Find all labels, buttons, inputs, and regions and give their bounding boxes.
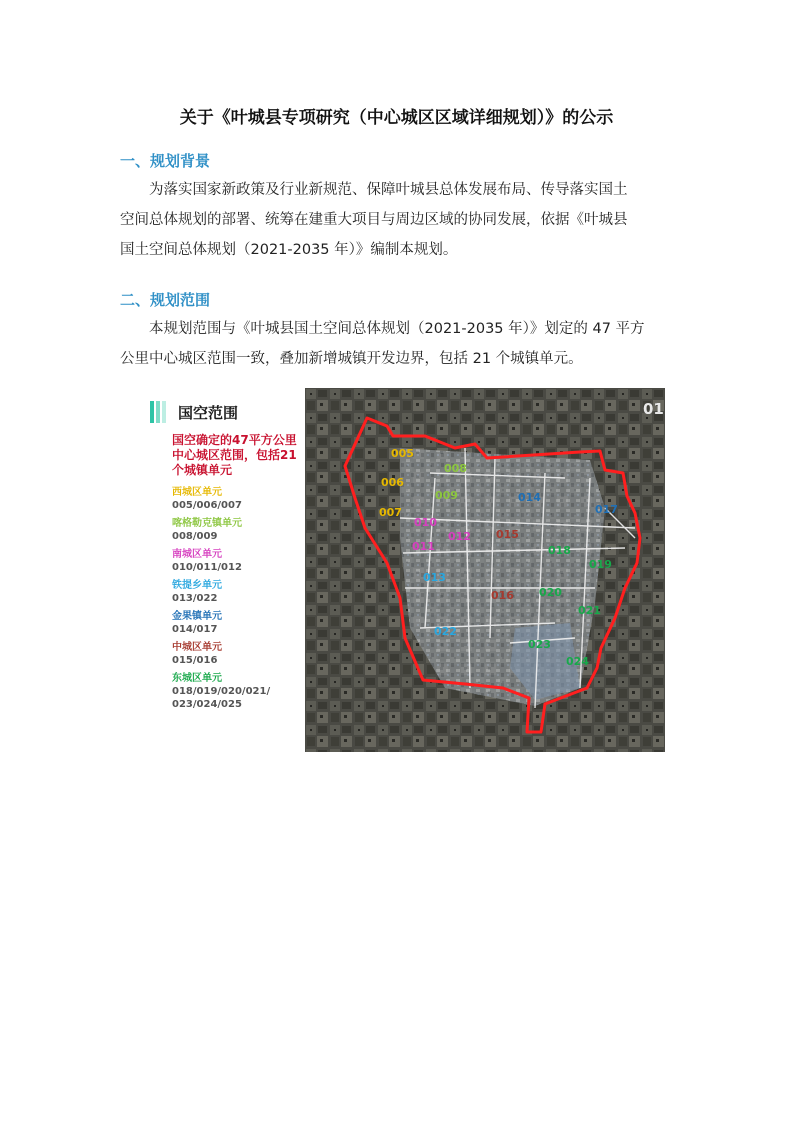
page-title: 关于《叶城县专项研究（中心城区区域详细规划）》的公示 <box>179 108 614 128</box>
unit-label: 017 <box>595 503 618 516</box>
legend-group-name: 铁提乡单元 <box>172 580 222 591</box>
section-heading-background: 一、规划背景 <box>120 152 211 170</box>
legend-header <box>150 401 238 423</box>
unit-label: 020 <box>539 586 562 599</box>
map-svg <box>305 388 665 752</box>
legend-title: 国空范围 <box>178 403 239 422</box>
legend-group <box>172 517 242 543</box>
legend-group <box>172 548 242 574</box>
paragraph-line: 公里中心城区范围一致，叠加新增城镇开发边界，包括 21 个城镇单元。 <box>120 351 583 367</box>
unit-label: 019 <box>589 558 612 571</box>
legend-group-codes: 014/017 <box>172 624 218 635</box>
legend-group <box>172 641 222 667</box>
legend-group-codes: 005/006/007 <box>172 500 242 511</box>
unit-label: 009 <box>435 489 458 502</box>
legend-group-codes: 010/011/012 <box>172 562 242 573</box>
legend-group-name: 中城区单元 <box>172 642 222 653</box>
section-heading-scope: 二、规划范围 <box>120 291 211 309</box>
legend-group-codes: 013/022 <box>172 593 218 604</box>
unit-label: 008 <box>444 462 467 475</box>
legend-group <box>172 610 222 636</box>
legend-group <box>172 579 222 605</box>
unit-label: 006 <box>381 476 404 489</box>
paragraph-line: 国土空间总体规划（2021-2035 年）》编制本规划。 <box>120 242 458 258</box>
paragraph-line: 空间总体规划的部署、统筹在建重大项目与周边区域的协同发展，依据《叶城县 <box>120 212 628 228</box>
unit-label: 023 <box>528 638 551 651</box>
map-legend <box>150 395 305 725</box>
satellite-map <box>305 388 665 752</box>
unit-label: 010 <box>414 516 437 529</box>
legend-group-codes: 008/009 <box>172 531 218 542</box>
legend-bars-icon <box>150 401 168 423</box>
legend-group-name: 南城区单元 <box>172 549 222 560</box>
map-corner-label: 01 <box>643 400 664 418</box>
unit-label: 012 <box>448 530 471 543</box>
legend-group-codes: 018/019/020/021/ 023/024/025 <box>172 686 271 710</box>
legend-group-name: 东城区单元 <box>172 673 222 684</box>
unit-label: 018 <box>548 544 571 557</box>
legend-group-codes: 015/016 <box>172 655 218 666</box>
legend-group-name: 西城区单元 <box>172 487 222 498</box>
section-body-scope <box>120 314 680 374</box>
unit-label: 007 <box>379 506 402 519</box>
unit-label: 024 <box>566 655 589 668</box>
unit-label: 021 <box>578 604 601 617</box>
unit-label: 022 <box>434 625 457 638</box>
legend-group-name: 喀格勒克镇单元 <box>172 518 242 529</box>
legend-group <box>172 486 242 512</box>
paragraph-line: 为落实国家新政策及行业新规范、保障叶城县总体发展布局、传导落实国土 <box>149 182 628 198</box>
section-body-background <box>120 175 680 265</box>
paragraph-line: 本规划范围与《叶城县国土空间总体规划（2021-2035 年）》划定的 47 平方 <box>149 321 645 337</box>
legend-group-name: 金果镇单元 <box>172 611 222 622</box>
unit-label: 014 <box>518 491 541 504</box>
unit-label: 005 <box>391 447 414 460</box>
legend-note: 国空确定的47平方公里中心城区范围，包括21个城镇单元 <box>172 433 297 477</box>
unit-label: 015 <box>496 528 519 541</box>
legend-group <box>172 672 270 711</box>
unit-label: 011 <box>412 540 435 553</box>
unit-label: 016 <box>491 589 514 602</box>
unit-label: 013 <box>423 571 446 584</box>
